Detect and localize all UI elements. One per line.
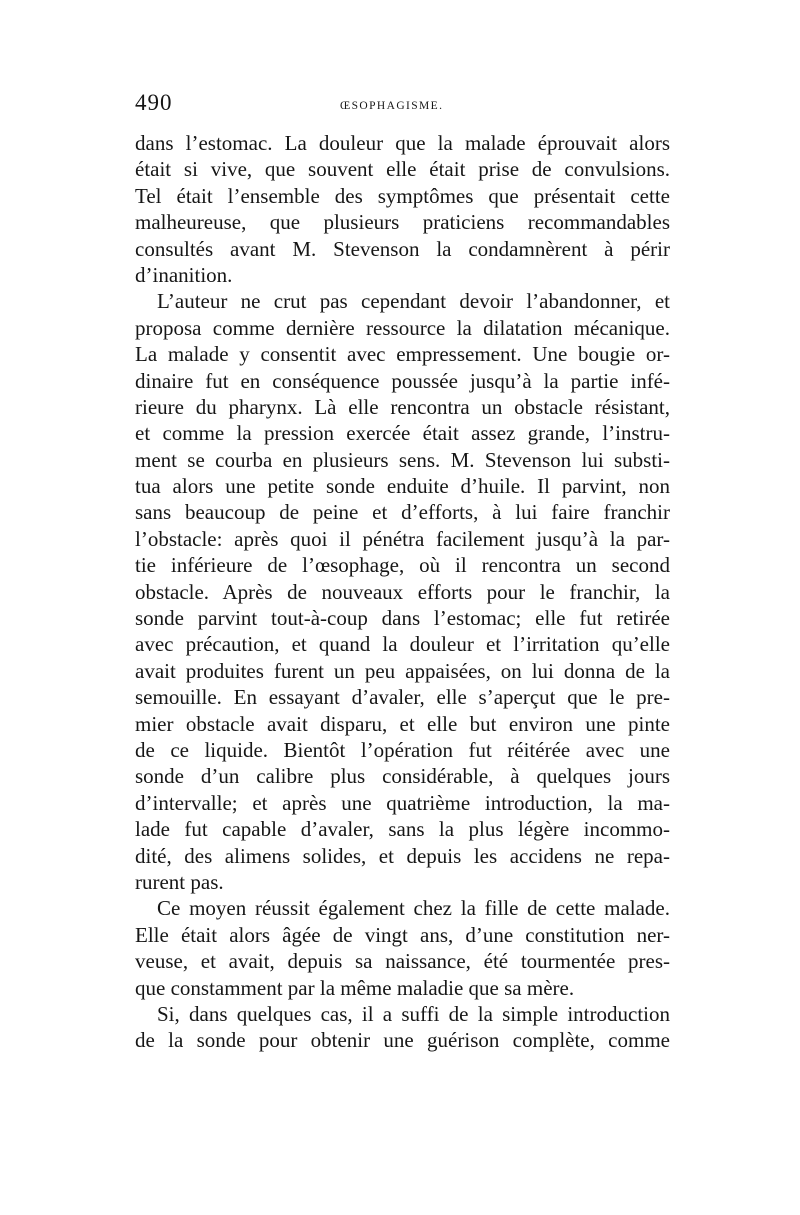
page-number: 490: [135, 90, 173, 115]
text-line: ment se courba en plusieurs sens. M. Stevenson lui substi-: [135, 447, 670, 472]
text-line: avait produites furent un peu appaisées, on lui donna de la: [135, 658, 670, 683]
text-line: Tel était l’ensemble des symptômes que présentait cette: [135, 183, 670, 208]
text-line: Ce moyen réussit également chez la fille de cette malade.: [157, 896, 670, 921]
body-text: [135, 130, 670, 1054]
text-line: veuse, et avait, depuis sa naissance, été tourmentée pres-: [135, 949, 670, 974]
text-line: sonde parvint tout-à-coup dans l’estomac; elle fut retirée: [135, 606, 670, 631]
text-line: La malade y consentit avec empressement. Une bougie or-: [135, 342, 670, 367]
page-header: [135, 90, 670, 120]
text-line: dans l’estomac. La douleur que la malade éprouvait alors: [135, 131, 670, 155]
text-line: proposa comme dernière ressource la dilatation mécanique.: [135, 315, 670, 340]
text-line: sans beaucoup de peine et d’efforts, à lui faire franchir: [135, 500, 670, 525]
text-line: que constamment par la même maladie que sa mère.: [135, 975, 575, 1000]
text-line: mier obstacle avait disparu, et elle but environ une pinte: [135, 711, 670, 736]
text-line: Si, dans quelques cas, il a suffi de la simple introduction: [157, 1001, 670, 1026]
text-line: Elle était alors âgée de vingt ans, d’une constitution ner-: [135, 922, 670, 947]
text-line: d’intervalle; et après une quatrième introduction, la ma-: [135, 790, 670, 815]
text-line: et comme la pression exercée était assez grande, l’instru-: [135, 421, 670, 446]
text-line: dinaire fut en conséquence poussée jusqu’à la partie infé-: [135, 368, 670, 393]
text-line: de la sonde pour obtenir une guérison complète, comme: [135, 1028, 670, 1053]
text-line: tua alors une petite sonde enduite d’huile. Il parvint, non: [135, 474, 670, 499]
text-line: rurent pas.: [135, 869, 224, 894]
running-head: ŒSOPHAGISME.: [340, 100, 444, 112]
text-line: rieure du pharynx. Là elle rencontra un obstacle résistant,: [135, 394, 670, 419]
text-line: d’inanition.: [135, 262, 233, 287]
text-line: obstacle. Après de nouveaux efforts pour le franchir, la: [135, 579, 670, 604]
text-line: dité, des alimens solides, et depuis les accidens ne repa-: [135, 843, 670, 868]
text-line: sonde d’un calibre plus considérable, à quelques jours: [135, 764, 670, 789]
text-line: avec précaution, et quand la douleur et l’irritation qu’elle: [135, 632, 670, 657]
text-line: l’obstacle: après quoi il pénétra facilement jusqu’à la par-: [135, 526, 670, 551]
text-line: de ce liquide. Bientôt l’opération fut réitérée avec une: [135, 737, 670, 762]
text-line: semouille. En essayant d’avaler, elle s’aperçut que le pre-: [135, 685, 670, 710]
text-line: malheureuse, que plusieurs praticiens recommandables: [135, 210, 670, 235]
text-line: tie inférieure de l’œsophage, où il rencontra un second: [135, 553, 670, 578]
text-line: était si vive, que souvent elle était prise de convulsions.: [135, 157, 670, 182]
text-line: lade fut capable d’avaler, sans la plus légère incommo-: [135, 817, 670, 842]
text-line: consultés avant M. Stevenson la condamnèrent à périr: [135, 236, 670, 261]
text-line: L’auteur ne crut pas cependant devoir l’abandonner, et: [157, 289, 670, 314]
